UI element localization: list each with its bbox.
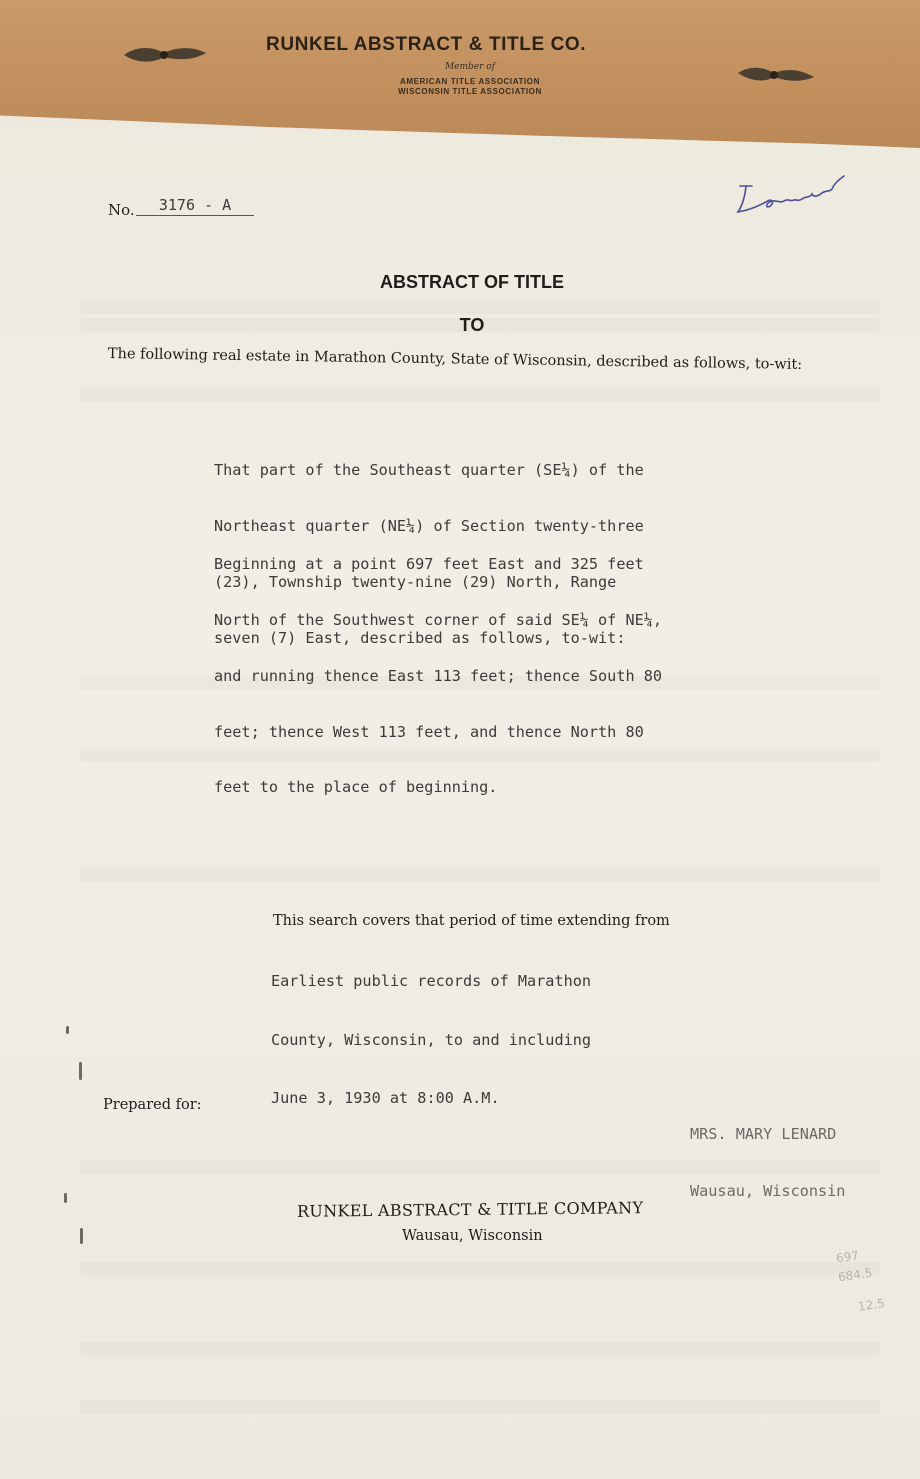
cover-association-american: AMERICAN TITLE ASSOCIATION: [399, 77, 541, 86]
footer-company-city: Wausau, Wisconsin: [402, 1228, 543, 1244]
typed-line: County, Wisconsin, to and including: [271, 1030, 592, 1049]
binding-hole: [79, 1062, 82, 1080]
intro-statement: The following real estate in Marathon County, State of Wisconsin, described as follows, to-wit:: [107, 346, 803, 373]
recipient-name: MRS. MARY LENARD: [690, 1125, 837, 1143]
typed-line: North of the Southwest corner of said SE¼ of NE¼,: [214, 610, 663, 629]
prepared-for-label: Prepared for:: [103, 1097, 202, 1113]
bleed-through-line: [80, 1342, 880, 1356]
document-title: ABSTRACT OF TITLE: [380, 272, 564, 292]
footer-company-name: RUNKEL ABSTRACT & TITLE COMPANY: [296, 1198, 644, 1221]
typed-line: That part of the Southeast quarter (SE¼) of the: [214, 461, 644, 480]
typed-line: Northeast quarter (NE¼) of Section twenty-three: [214, 516, 644, 535]
pencil-note: 697: [835, 1248, 860, 1266]
bleed-through-line: [80, 1262, 880, 1276]
typed-line: June 3, 1930 at 8:00 A.M.: [271, 1089, 500, 1107]
typed-line: Earliest public records of Marathon: [271, 972, 592, 990]
pencil-note: 684.5: [837, 1265, 874, 1285]
abstract-number-value: 3176 - A: [136, 196, 254, 216]
typed-line: feet to the place of beginning.: [214, 778, 498, 797]
typed-line: feet; thence West 113 feet, and thence North 80: [214, 722, 644, 741]
abstract-number-label: No.: [108, 201, 135, 219]
binding-hole: [66, 1026, 69, 1034]
cover-association-wisconsin: WISCONSIN TITLE ASSOCIATION: [398, 87, 542, 96]
binding-hole: [64, 1193, 67, 1203]
typed-line: (23), Township twenty-nine (29) North, Range: [214, 572, 617, 591]
legal-description-paragraph-2: [214, 518, 662, 816]
recipient-city: Wausau, Wisconsin: [690, 1182, 846, 1200]
binding-hole: [80, 1228, 83, 1244]
prepared-for-recipient: [690, 1087, 845, 1220]
cover-company-name: RUNKEL ABSTRACT & TITLE CO.: [266, 34, 587, 55]
bleed-through-line: [80, 868, 880, 882]
bleed-through-line: [80, 300, 880, 314]
typed-line: and running thence East 113 feet; thence South 80: [214, 666, 663, 685]
pencil-note: 12.5: [857, 1296, 886, 1314]
typed-line: seven (7) East, described as follows, to-wit:: [214, 628, 626, 647]
fastener-left-icon: [120, 42, 210, 68]
fastener-right-icon: [734, 62, 818, 88]
handwritten-signature: [730, 172, 860, 222]
search-period-heading: This search covers that period of time extending from: [273, 913, 670, 929]
bleed-through-line: [80, 1400, 880, 1414]
bleed-through-line: [80, 388, 880, 402]
cover-member-of: Member of: [444, 62, 496, 72]
search-period-text: [271, 933, 591, 1128]
document-subtitle: TO: [459, 315, 485, 335]
typed-line: Beginning at a point 697 feet East and 325 feet: [214, 555, 644, 574]
